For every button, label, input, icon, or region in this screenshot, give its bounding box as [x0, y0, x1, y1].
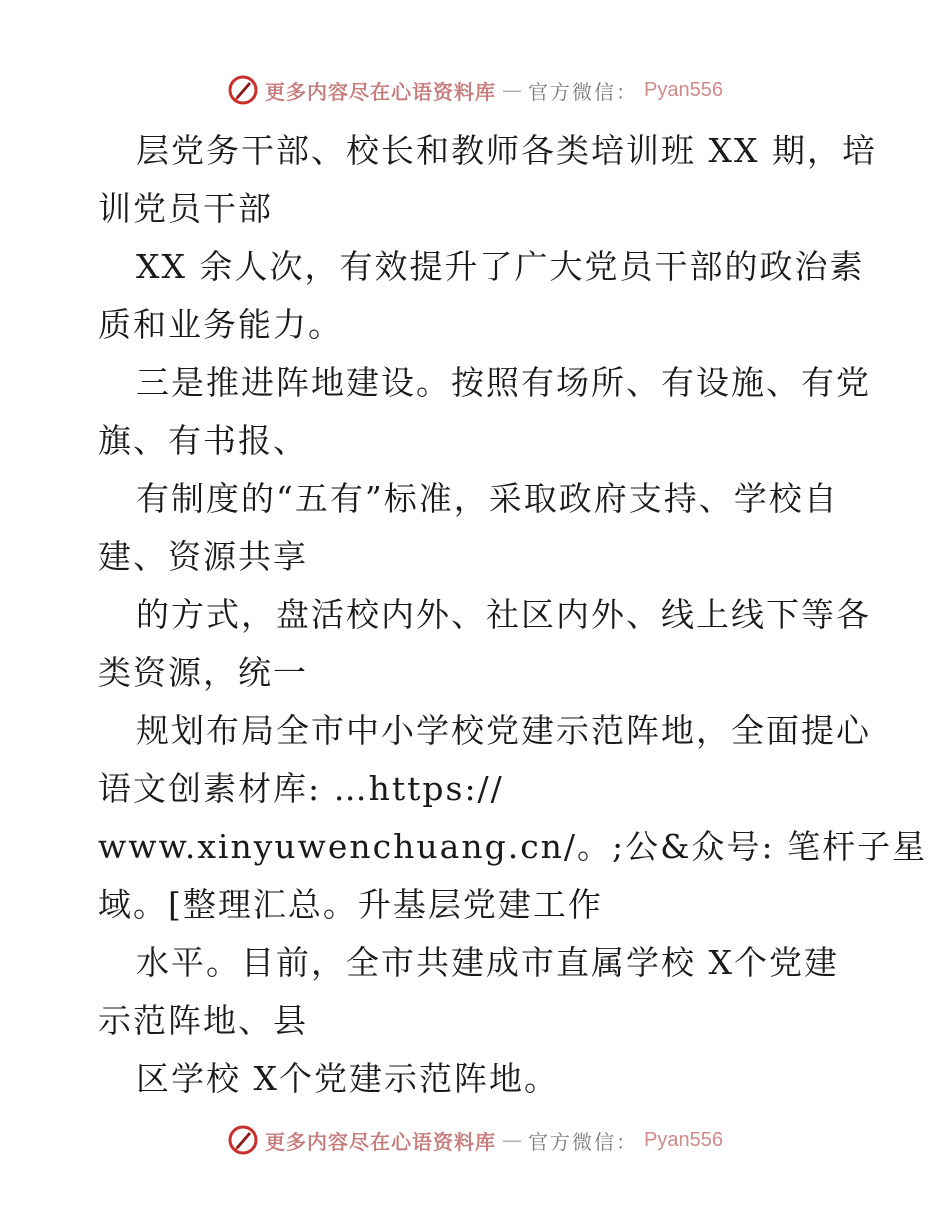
- footer-watermark: [0, 1120, 950, 1160]
- header-watermark: [0, 70, 950, 110]
- quill-logo-icon: [227, 1124, 259, 1156]
- text-line: 区学校 X个党建示范阵地。: [136, 1059, 559, 1098]
- watermark-dash: —: [502, 1128, 523, 1152]
- text-line: 三是推进阵地建设。按照有场所、有设施、有党: [136, 363, 871, 402]
- text-line: 示范阵地、县: [98, 1001, 308, 1040]
- text-line: 有制度的“五有”标准，采取政府支持、学校自: [136, 479, 839, 518]
- text-line: 规划布局全市中小学校党建示范阵地，全面提心: [136, 711, 871, 750]
- text-line: 训党员干部: [98, 189, 273, 228]
- watermark-sub-text: 官方微信：: [528, 1129, 639, 1154]
- text-line: 类资源，统一: [98, 653, 308, 692]
- text-line: 建、资源共享: [98, 537, 308, 576]
- text-line: www.xinyuwenchuang.cn/。;公&众号: 笔杆子星: [98, 827, 928, 866]
- document-body: [98, 122, 928, 1108]
- watermark-sub-text: 官方微信：: [528, 79, 639, 104]
- text-line: 的方式，盘活校内外、社区内外、线上线下等各: [136, 595, 871, 634]
- text-line: 质和业务能力。: [98, 305, 343, 344]
- text-line: 层党务干部、校长和教师各类培训班 XX 期，培: [136, 131, 877, 170]
- text-line: 旗、有书报、: [98, 421, 308, 460]
- watermark-main-text: 更多内容尽在心语资料库: [265, 1129, 497, 1154]
- watermark-id: Pyan556: [644, 78, 723, 101]
- text-line: 域。[整理汇总。升基层党建工作: [98, 885, 603, 924]
- text-line: 水平。目前，全市共建成市直属学校 X个党建: [136, 943, 839, 982]
- quill-logo-icon: [227, 74, 259, 106]
- text-line: XX 余人次，有效提升了广大党员干部的政治素: [136, 247, 865, 286]
- text-line: 语文创素材库: …https://: [98, 769, 504, 808]
- watermark-id: Pyan556: [644, 1128, 723, 1151]
- watermark-main-text: 更多内容尽在心语资料库: [265, 79, 497, 104]
- watermark-dash: —: [502, 78, 523, 102]
